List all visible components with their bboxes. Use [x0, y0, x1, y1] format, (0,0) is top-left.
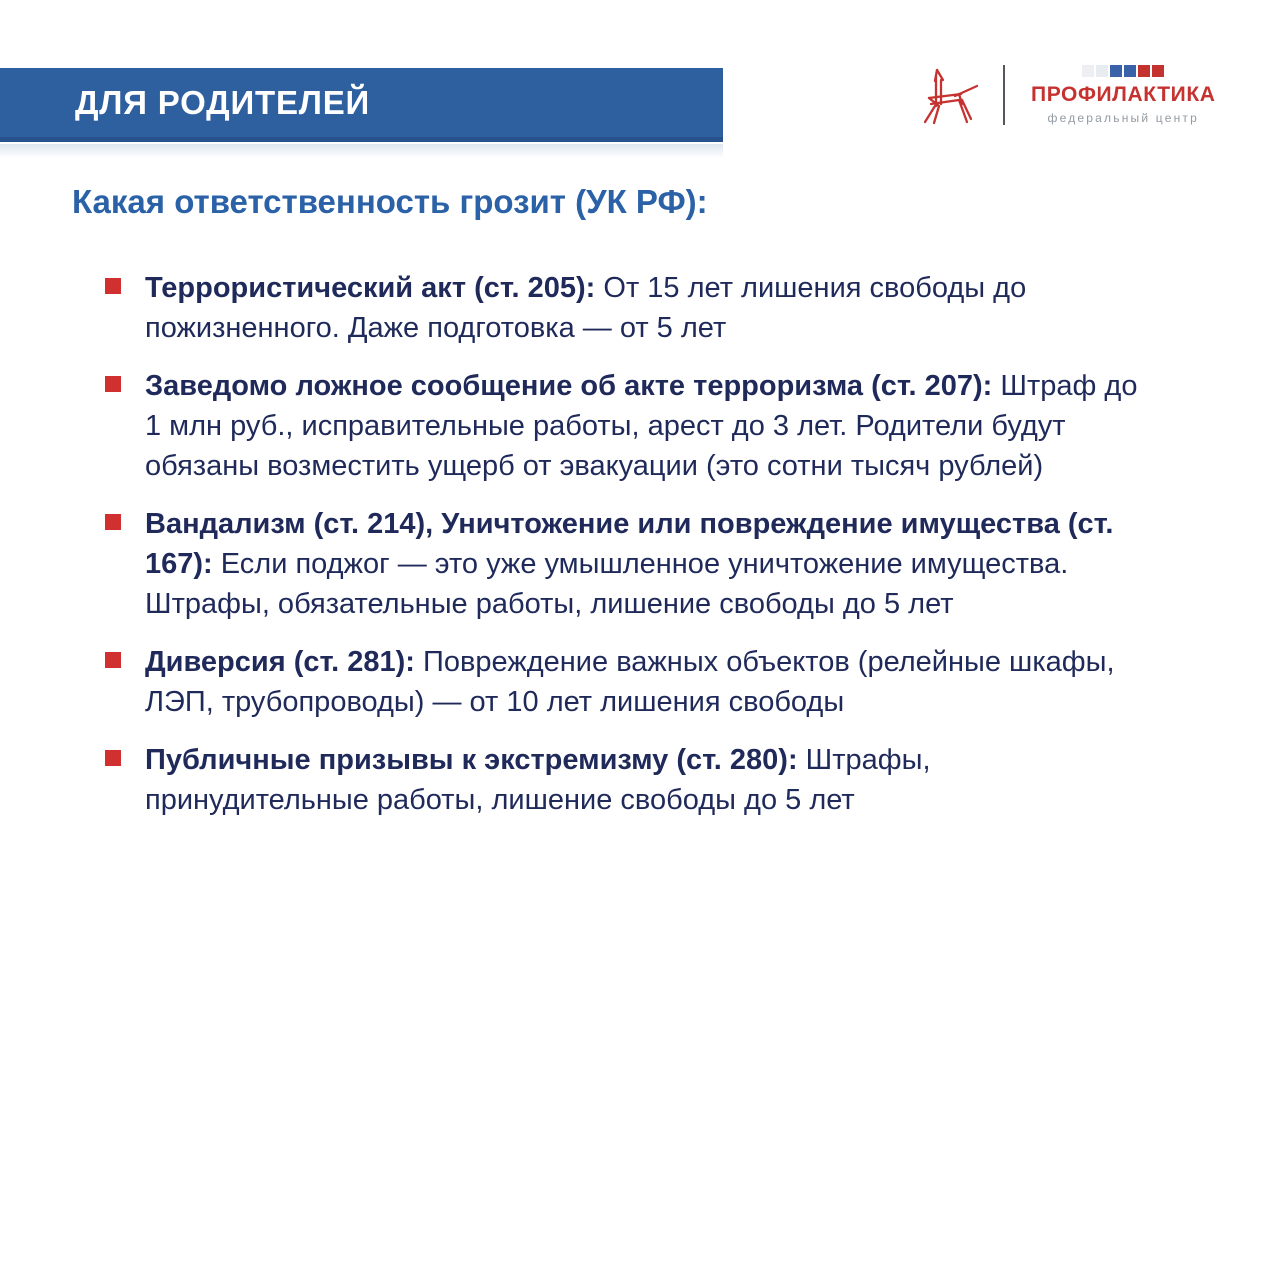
list-item-body: Штрафы, принудительные работы, лишение свободы до 5 лет [145, 744, 931, 816]
list-item-body: Если поджог — это уже умышленное уничтожение имущества. Штрафы, обязательные работы, лишение свободы до 5 лет [145, 548, 1069, 620]
profilaktika-logo [915, 62, 1216, 128]
logo-divider [1003, 65, 1005, 125]
horse-line-icon [915, 62, 979, 128]
bullet-square-icon [105, 652, 121, 668]
logo-flag-squares [1082, 65, 1164, 77]
logo-subtitle: федеральный центр [1047, 111, 1199, 125]
list-item [105, 504, 1215, 624]
list-item-text [145, 642, 1155, 722]
list-item-text [145, 740, 1155, 820]
liability-list [105, 268, 1215, 838]
flag-square-icon [1110, 65, 1122, 77]
list-item-lead: Диверсия (ст. 281): [145, 646, 424, 678]
list-item [105, 268, 1215, 348]
list-item-body: Повреждение важных объектов (релейные шкафы, ЛЭП, трубопроводы) — от 10 лет лишения свободы [145, 646, 1115, 718]
list-item [105, 642, 1215, 722]
bullet-square-icon [105, 514, 121, 530]
list-item-text [145, 268, 1155, 348]
logo-text-block [1031, 65, 1216, 125]
list-item-lead: Публичные призывы к экстремизму (ст. 280): [145, 744, 806, 776]
page-title: ДЛЯ РОДИТЕЛЕЙ [75, 83, 371, 121]
list-item [105, 740, 1215, 820]
header-title-bar [0, 68, 723, 142]
bullet-square-icon [105, 750, 121, 766]
flag-square-icon [1152, 65, 1164, 77]
list-item-lead: Заведомо ложное сообщение об акте терроризма (ст. 207): [145, 370, 1001, 402]
header-bar-shadow [0, 144, 723, 158]
flag-square-icon [1124, 65, 1136, 77]
list-item-body: От 15 лет лишения свободы до пожизненного. Даже подготовка — от 5 лет [145, 272, 1027, 344]
logo-name: ПРОФИЛАКТИКА [1031, 83, 1216, 106]
list-item-lead: Террористический акт (ст. 205): [145, 272, 604, 304]
flag-square-icon [1096, 65, 1108, 77]
list-item [105, 366, 1215, 486]
flag-square-icon [1082, 65, 1094, 77]
section-heading: Какая ответственность грозит (УК РФ): [72, 183, 708, 220]
list-item-text [145, 504, 1155, 624]
flag-square-icon [1138, 65, 1150, 77]
bullet-square-icon [105, 278, 121, 294]
bullet-square-icon [105, 376, 121, 392]
list-item-body: Штраф до 1 млн руб., исправительные работы, арест до 3 лет. Родители будут обязаны возместить ущерб от эвакуации (это сотни тысяч рублей) [145, 370, 1138, 482]
list-item-lead: Вандализм (ст. 214), Уничтожение или повреждение имущества (ст. 167): [145, 508, 1114, 580]
list-item-text [145, 366, 1155, 486]
